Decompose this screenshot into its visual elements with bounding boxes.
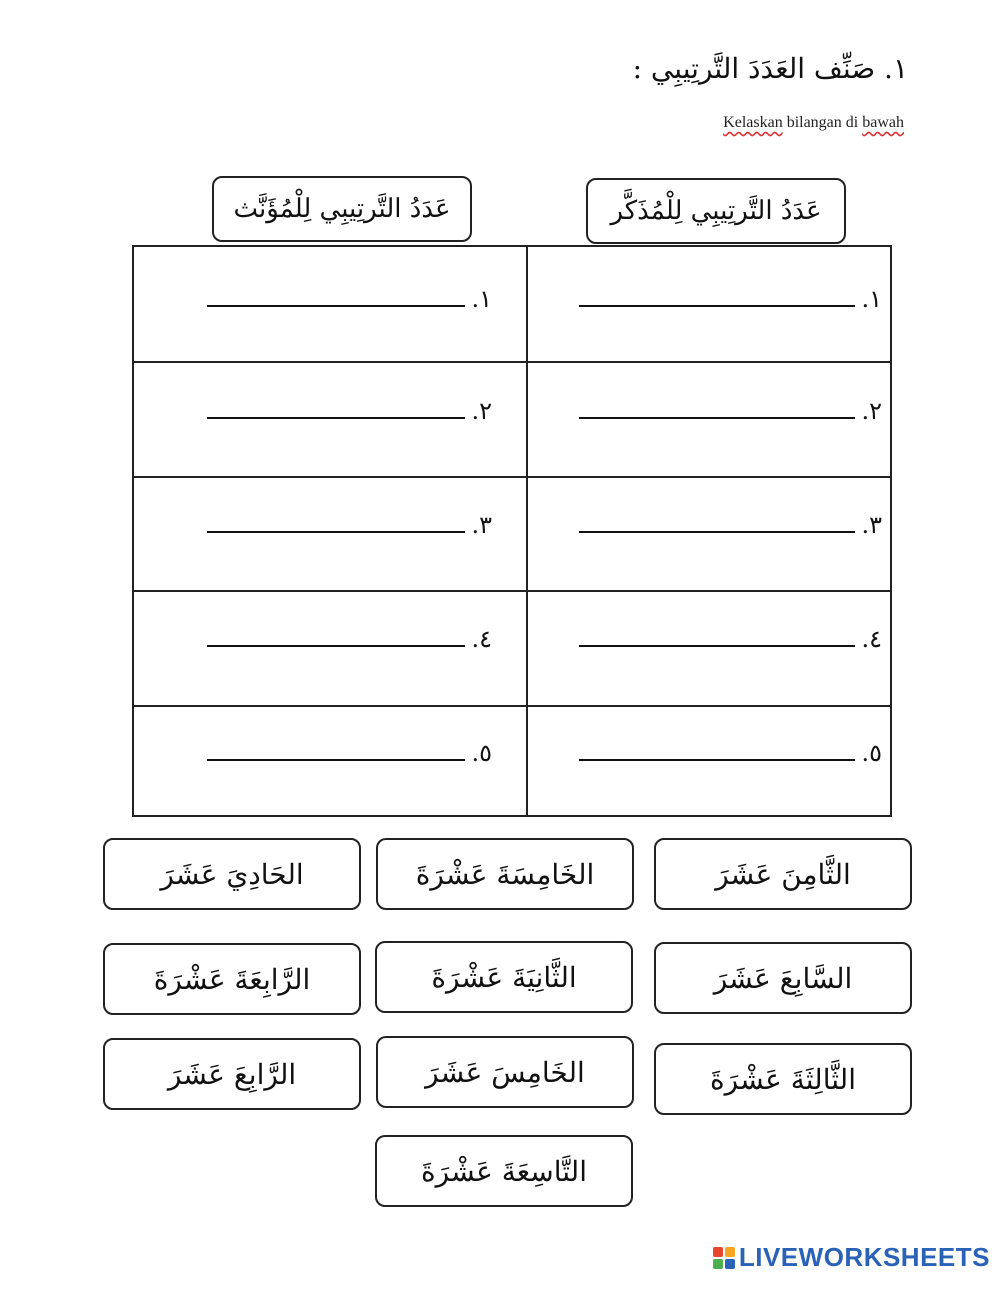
answer-table: [132, 245, 892, 817]
answer-blank[interactable]: [579, 417, 855, 419]
row-number: ١.: [861, 285, 882, 313]
word-tile-7[interactable]: الثَّالِثَةَ عَشْرَةَ: [654, 1043, 912, 1115]
word-tile-8[interactable]: الخَامِسَ عَشَرَ: [376, 1036, 634, 1108]
masculine-answer-slot-5[interactable]: [579, 729, 882, 765]
answer-blank[interactable]: [579, 305, 855, 307]
feminine-column-header: عَدَدُ التَّرتِيبِي لِلْمُؤَنَّث: [212, 176, 472, 242]
logo-mark-icon: [713, 1247, 735, 1269]
word-tile-6[interactable]: الرَّابِعَةَ عَشْرَةَ: [103, 943, 361, 1015]
feminine-answer-slot-1[interactable]: [207, 275, 492, 311]
word-tile-5[interactable]: الثَّانِيَةَ عَشْرَةَ: [375, 941, 633, 1013]
answer-blank[interactable]: [579, 531, 855, 533]
instruction-subtitle: [723, 114, 904, 132]
row-number: ٣.: [861, 511, 882, 539]
subtitle-word-2: bilangan di: [786, 114, 859, 131]
liveworksheets-logo: [713, 1242, 990, 1273]
masculine-answer-slot-3[interactable]: [579, 501, 882, 537]
answer-blank[interactable]: [207, 759, 465, 761]
answer-blank[interactable]: [207, 417, 465, 419]
row-number: ٥.: [861, 739, 882, 767]
feminine-answer-slot-4[interactable]: [207, 615, 492, 651]
feminine-answer-slot-5[interactable]: [207, 729, 492, 765]
row-divider: [134, 361, 890, 363]
word-tile-4[interactable]: السَّابِعَ عَشَرَ: [654, 942, 912, 1014]
subtitle-word-3: bawah: [862, 114, 904, 131]
row-number: ٤.: [471, 625, 492, 653]
answer-blank[interactable]: [579, 645, 855, 647]
word-tile-2[interactable]: الخَامِسَةَ عَشْرَةَ: [376, 838, 634, 910]
row-number: ٣.: [471, 511, 492, 539]
row-number: ٢.: [861, 397, 882, 425]
brand-name: LIVEWORKSHEETS: [738, 1242, 990, 1272]
feminine-answer-slot-3[interactable]: [207, 501, 492, 537]
answer-blank[interactable]: [207, 305, 465, 307]
answer-blank[interactable]: [207, 645, 465, 647]
word-tile-1[interactable]: الثَّامِنَ عَشَرَ: [654, 838, 912, 910]
instruction-title: ١. صَنِّف العَدَدَ التَّرتِيبِي :: [632, 52, 908, 85]
row-number: ١.: [471, 285, 492, 313]
masculine-answer-slot-2[interactable]: [579, 387, 882, 423]
row-number: ٥.: [471, 739, 492, 767]
row-divider: [134, 476, 890, 478]
masculine-column-header: عَدَدُ التَّرتِيبِي لِلْمُذَكَّر: [586, 178, 846, 244]
feminine-answer-slot-2[interactable]: [207, 387, 492, 423]
masculine-answer-slot-4[interactable]: [579, 615, 882, 651]
row-divider: [134, 590, 890, 592]
masculine-answer-slot-1[interactable]: [579, 275, 882, 311]
word-tile-9[interactable]: الرَّابِعَ عَشَرَ: [103, 1038, 361, 1110]
answer-blank[interactable]: [207, 531, 465, 533]
row-number: ٤.: [861, 625, 882, 653]
word-tile-10[interactable]: التَّاسِعَةَ عَشْرَةَ: [375, 1135, 633, 1207]
row-number: ٢.: [471, 397, 492, 425]
answer-blank[interactable]: [579, 759, 855, 761]
subtitle-word-1: Kelaskan: [723, 114, 783, 131]
row-divider: [134, 705, 890, 707]
word-tile-3[interactable]: الحَادِيَ عَشَرَ: [103, 838, 361, 910]
column-divider: [526, 247, 528, 815]
